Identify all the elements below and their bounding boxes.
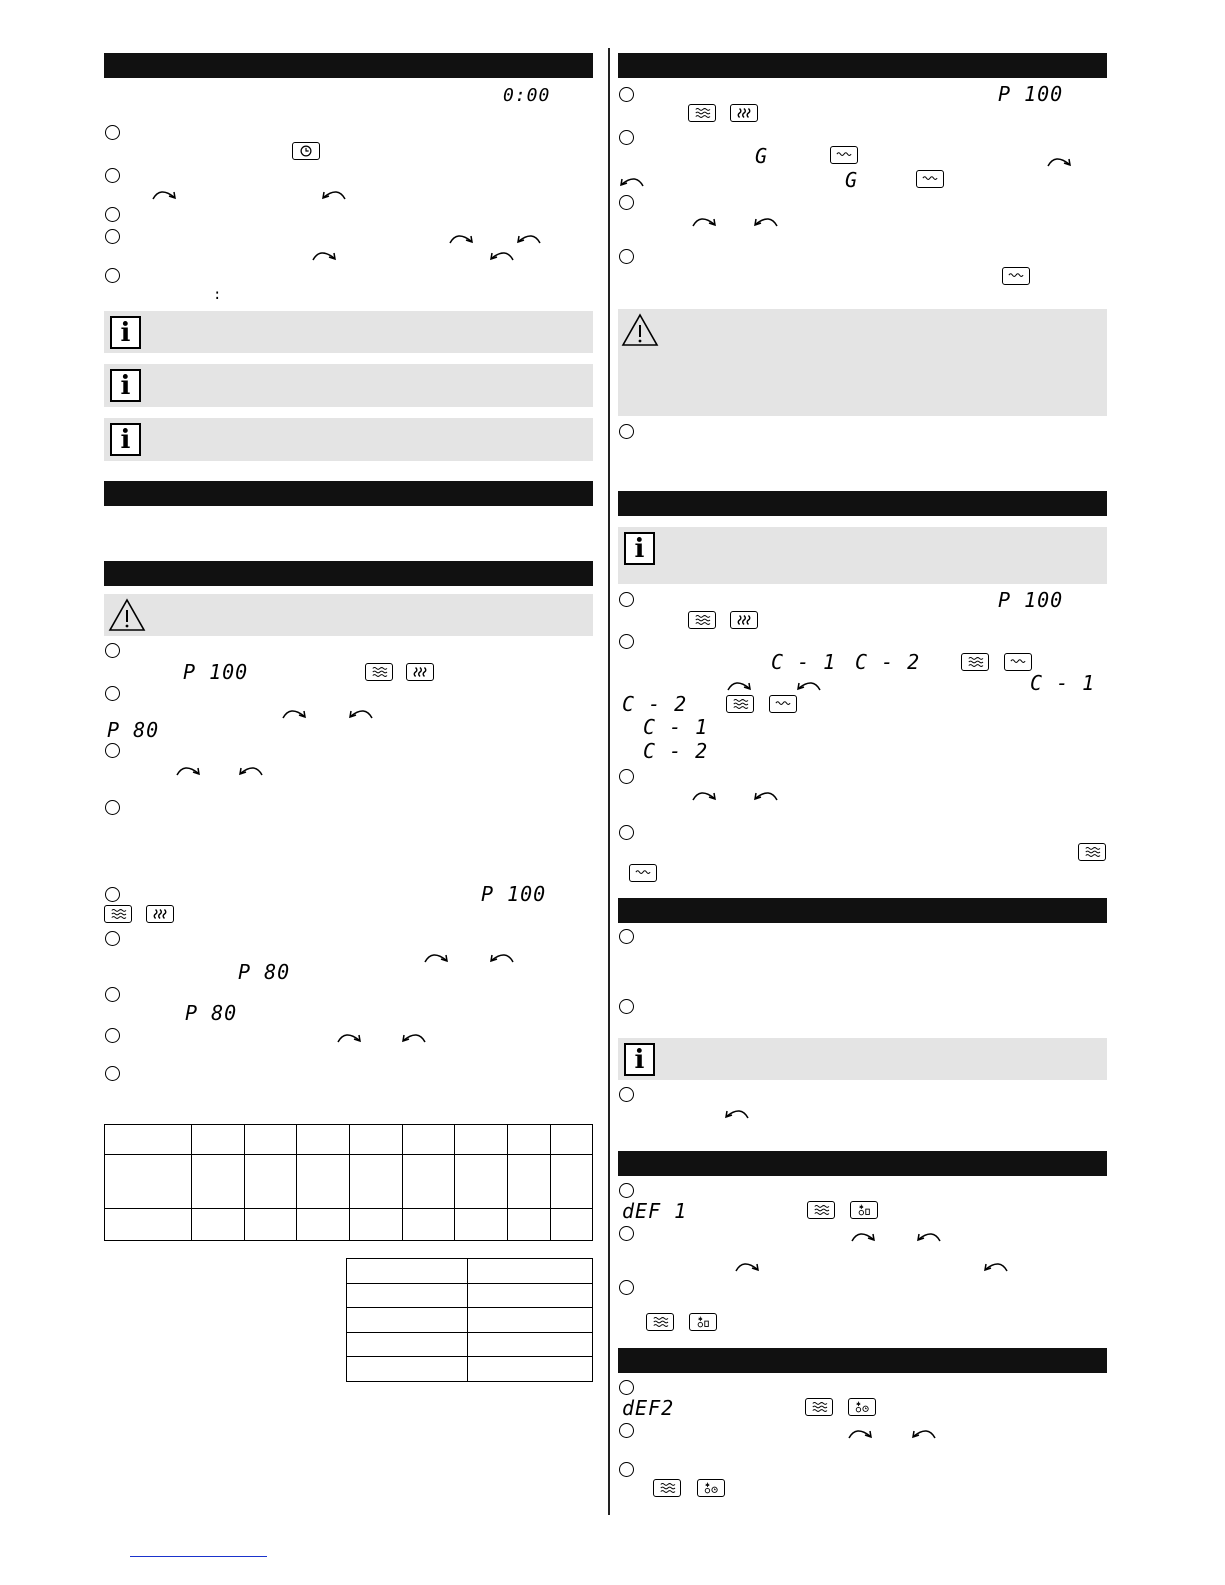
power-heat-icon [730, 611, 758, 629]
clockwise-arrow-icon [174, 761, 202, 777]
step-number [619, 87, 634, 102]
warning-icon [107, 597, 147, 633]
display-clock: 0:00 [503, 85, 551, 106]
power-heat-icon [406, 663, 434, 681]
counterclockwise-arrow-icon [982, 1257, 1010, 1273]
grill-icon [916, 170, 944, 188]
microwave-waves-icon [365, 663, 393, 681]
step-number [619, 769, 634, 784]
table-cell [402, 1155, 455, 1209]
table-cell [507, 1125, 551, 1155]
display-c2: C - 2 [643, 739, 709, 763]
grill-icon [830, 146, 858, 164]
table-cell [507, 1209, 551, 1241]
microwave-waves-icon [961, 653, 989, 671]
counterclockwise-arrow-icon [488, 948, 516, 964]
display-p100: P 100 [481, 882, 547, 906]
table-cell [349, 1125, 402, 1155]
clockwise-arrow-icon [280, 704, 308, 720]
microwave-waves-icon [653, 1479, 681, 1497]
grill-icon [1004, 653, 1032, 671]
grill-icon [629, 864, 657, 882]
section-header-combi [618, 491, 1107, 516]
counterclockwise-arrow-icon [237, 761, 265, 777]
display-c2: C - 2 [622, 692, 688, 716]
step-number [619, 825, 634, 840]
counterclockwise-arrow-icon [795, 676, 823, 692]
step-number [619, 195, 634, 210]
table-cell [192, 1209, 245, 1241]
table-cell [192, 1125, 245, 1155]
display-p80: P 80 [238, 960, 291, 984]
table-cell [455, 1125, 508, 1155]
power-heat-icon [730, 104, 758, 122]
defrost-time-icon [697, 1479, 725, 1497]
counterclockwise-arrow-icon [752, 212, 780, 228]
info-icon: i [624, 1043, 655, 1076]
microwave-waves-icon [1078, 843, 1106, 861]
microwave-waves-icon [807, 1201, 835, 1219]
table-cell [105, 1209, 192, 1241]
table-cell [551, 1155, 593, 1209]
microwave-waves-icon [688, 611, 716, 629]
step-number [105, 1066, 120, 1081]
info-note [618, 527, 1107, 584]
table-cell [347, 1332, 468, 1357]
step-number [105, 168, 120, 183]
step-number [105, 207, 120, 222]
section-header-defrost-weight [618, 1151, 1107, 1176]
info-note [104, 311, 593, 353]
step-number [105, 743, 120, 758]
counterclockwise-arrow-icon [515, 229, 543, 245]
table-cell [105, 1155, 192, 1209]
info-icon: i [110, 316, 141, 349]
step-number [105, 800, 120, 815]
step-number [619, 999, 634, 1014]
clockwise-arrow-icon [335, 1028, 363, 1044]
display-g: G [845, 168, 859, 192]
grill-icon [1002, 267, 1030, 285]
power-heat-icon [146, 905, 174, 923]
step-number [105, 931, 120, 946]
microwave-waves-icon [726, 695, 754, 713]
display-c1: C - 1 [771, 650, 837, 674]
table-cell [551, 1209, 593, 1241]
section-header-microwave [104, 561, 593, 586]
step-number [105, 125, 120, 140]
clockwise-arrow-icon [690, 786, 718, 802]
clockwise-arrow-icon [690, 212, 718, 228]
table-cell [467, 1332, 593, 1357]
table-cell [347, 1357, 468, 1382]
microwave-waves-icon [805, 1398, 833, 1416]
display-c2: C - 2 [855, 650, 921, 674]
info-icon: i [110, 423, 141, 456]
step-number [619, 1087, 634, 1102]
clockwise-arrow-icon [1045, 152, 1073, 168]
step-number [619, 424, 634, 439]
info-note [104, 364, 593, 407]
counterclockwise-arrow-icon [320, 185, 348, 201]
info-note [618, 1038, 1107, 1080]
section-header [104, 481, 593, 506]
display-p100: P 100 [998, 82, 1064, 106]
section-header [618, 898, 1107, 923]
table-cell [467, 1283, 593, 1308]
defrost-weight-icon [850, 1201, 878, 1219]
clockwise-arrow-icon [733, 1257, 761, 1273]
clock-icon [292, 142, 320, 160]
counterclockwise-arrow-icon [915, 1227, 943, 1243]
table-cell [347, 1259, 468, 1284]
clockwise-arrow-icon [422, 948, 450, 964]
section-header-defrost-time [618, 1348, 1107, 1373]
table-cell [297, 1125, 350, 1155]
microwave-waves-icon [646, 1313, 674, 1331]
table-cell [402, 1125, 455, 1155]
section-header-clock [104, 53, 593, 78]
step-number [105, 643, 120, 658]
table-cell [402, 1209, 455, 1241]
step-number [105, 987, 120, 1002]
info-note [104, 418, 593, 461]
clockwise-arrow-icon [849, 1227, 877, 1243]
grill-icon [769, 695, 797, 713]
table-cell [244, 1209, 297, 1241]
footer-link-underline[interactable] [130, 1556, 267, 1557]
counterclockwise-arrow-icon [752, 786, 780, 802]
defrost-time-icon [848, 1398, 876, 1416]
step-number [105, 686, 120, 701]
table-cell [347, 1283, 468, 1308]
table-cell [455, 1155, 508, 1209]
table-cell [467, 1357, 593, 1382]
step-number [105, 229, 120, 244]
display-def1: dEF 1 [622, 1199, 688, 1223]
power-level-table [104, 1124, 593, 1241]
step-number [619, 634, 634, 649]
table-cell [551, 1125, 593, 1155]
step-number [619, 130, 634, 145]
table-cell [192, 1155, 245, 1209]
warning-icon [620, 312, 660, 348]
table-cell [347, 1308, 468, 1333]
table-cell [297, 1209, 350, 1241]
clockwise-arrow-icon [150, 185, 178, 201]
display-g: G [755, 144, 769, 168]
table-cell [507, 1155, 551, 1209]
small-table [346, 1258, 593, 1382]
step-number [619, 1280, 634, 1295]
counterclockwise-arrow-icon [400, 1028, 428, 1044]
step-number [619, 592, 634, 607]
counterclockwise-arrow-icon [347, 704, 375, 720]
clockwise-arrow-icon [846, 1424, 874, 1440]
step-number [619, 1423, 634, 1438]
step-number [105, 887, 120, 902]
microwave-waves-icon [104, 905, 132, 923]
step-number [619, 1226, 634, 1241]
info-icon: i [624, 532, 655, 565]
display-colon: : [213, 287, 223, 303]
step-number [105, 268, 120, 283]
display-c1: C - 1 [643, 715, 709, 739]
step-number [619, 929, 634, 944]
clockwise-arrow-icon [310, 246, 338, 262]
counterclockwise-arrow-icon [723, 1104, 751, 1120]
warning-note [618, 309, 1107, 416]
clockwise-arrow-icon [447, 229, 475, 245]
step-number [619, 249, 634, 264]
table-cell [349, 1155, 402, 1209]
counterclockwise-arrow-icon [618, 172, 646, 188]
microwave-waves-icon [688, 104, 716, 122]
table-cell [467, 1308, 593, 1333]
table-cell [349, 1209, 402, 1241]
display-p80: P 80 [107, 718, 160, 742]
step-number [619, 1462, 634, 1477]
defrost-weight-icon [689, 1313, 717, 1331]
warning-note [104, 594, 593, 636]
table-cell [244, 1155, 297, 1209]
display-def2: dEF2 [622, 1396, 675, 1420]
display-p100: P 100 [998, 588, 1064, 612]
column-divider [608, 48, 610, 1515]
display-p100: P 100 [183, 660, 249, 684]
clockwise-arrow-icon [725, 676, 753, 692]
table-cell [455, 1209, 508, 1241]
table-cell [244, 1125, 297, 1155]
table-cell [105, 1125, 192, 1155]
step-number [619, 1183, 634, 1198]
table-cell [297, 1155, 350, 1209]
step-number [105, 1028, 120, 1043]
display-c1: C - 1 [1030, 671, 1096, 695]
info-icon: i [110, 369, 141, 402]
section-header-grill [618, 53, 1107, 78]
counterclockwise-arrow-icon [488, 246, 516, 262]
display-p80: P 80 [185, 1001, 238, 1025]
counterclockwise-arrow-icon [910, 1424, 938, 1440]
step-number [619, 1380, 634, 1395]
table-cell [467, 1259, 593, 1284]
